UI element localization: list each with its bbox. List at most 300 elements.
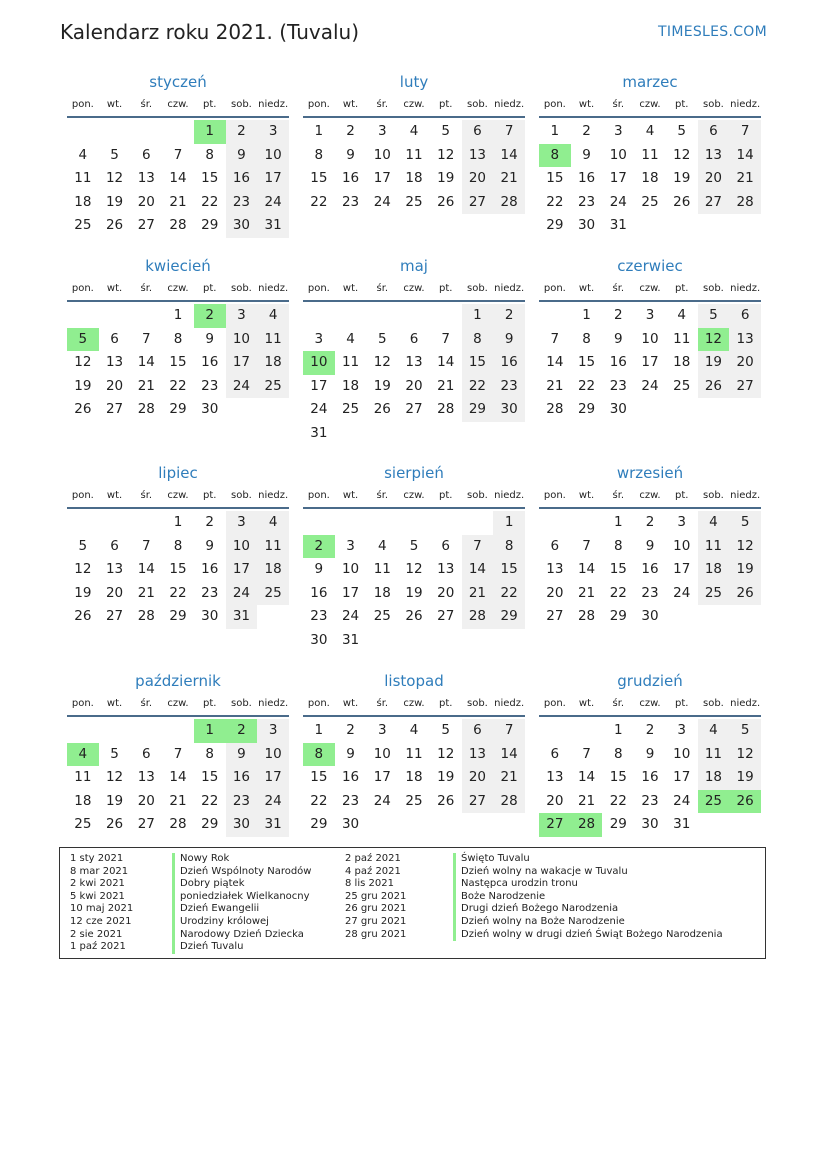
weekday-label: pt.	[438, 283, 453, 294]
weekday-label: pon.	[71, 99, 94, 110]
day-cell: 19	[698, 351, 730, 375]
empty-day-cell	[99, 120, 131, 144]
weekday-label: śr.	[140, 99, 153, 110]
holiday-day-cell: 8	[539, 144, 571, 168]
day-cell: 25	[405, 792, 423, 809]
weekday-header	[67, 96, 289, 118]
day-cell: 1	[613, 514, 623, 530]
holiday-day-cell: 2	[226, 719, 258, 743]
day-cell: 6	[409, 330, 419, 347]
empty-day-cell	[99, 719, 131, 743]
day-cell: 18	[74, 193, 92, 210]
day-cell: 15	[310, 769, 328, 785]
day-cell: 15	[493, 558, 525, 582]
day-cell: 22	[462, 375, 494, 399]
day-cell: 4	[346, 330, 355, 347]
day-cell: 19	[74, 377, 92, 394]
day-cell: 12	[105, 769, 124, 785]
day-cell: 2	[613, 307, 623, 323]
day-cell: 26	[373, 401, 391, 417]
weekday-label: czw.	[639, 698, 661, 709]
day-cell: 13	[437, 561, 455, 577]
legend-date: 4 paź 2021	[345, 865, 401, 877]
weekday-label: wt.	[342, 698, 359, 709]
weekday-header	[67, 695, 289, 717]
day-cell: 12	[74, 354, 92, 370]
day-cell: 21	[137, 584, 155, 601]
day-cell: 2	[346, 722, 355, 738]
day-cell: 25	[74, 217, 92, 233]
day-cell: 18	[673, 354, 691, 370]
empty-day-cell	[162, 719, 194, 743]
day-cell: 20	[546, 792, 564, 809]
day-cell: 24	[257, 790, 289, 814]
day-cell: 23	[310, 608, 328, 624]
weekday-label: czw.	[403, 99, 425, 110]
month-name: kwiecień	[145, 257, 211, 275]
empty-day-cell	[99, 511, 131, 535]
day-cell: 30	[577, 217, 596, 233]
holiday-day-cell: 12	[698, 328, 730, 352]
weekday-label: pon.	[543, 283, 566, 294]
day-cell: 21	[493, 167, 525, 191]
day-cell: 1	[550, 123, 560, 139]
empty-day-cell	[462, 511, 494, 535]
empty-day-cell	[130, 511, 162, 535]
month-name: marzec	[622, 73, 678, 91]
legend-names-right	[453, 853, 723, 941]
empty-day-cell	[398, 304, 430, 328]
weekday-header	[539, 695, 761, 717]
day-cell: 30	[493, 398, 525, 422]
day-cell: 3	[377, 123, 387, 139]
day-cell: 3	[257, 719, 289, 743]
day-cell: 3	[314, 330, 324, 347]
day-cell: 17	[673, 561, 691, 577]
day-cell: 29	[169, 608, 187, 624]
day-cell: 4	[698, 719, 730, 743]
day-cell: 7	[582, 537, 591, 554]
month-block	[67, 671, 289, 837]
day-cell: 26	[405, 608, 423, 624]
holiday-day-cell: 5	[67, 328, 99, 352]
weekday-label: wt.	[342, 490, 359, 501]
weekday-label: niedz.	[258, 99, 289, 110]
legend-holiday-name: Narodowy Dzień Dziecka	[172, 929, 311, 942]
day-cell: 10	[609, 146, 627, 163]
weekday-label: sob.	[466, 99, 488, 110]
day-cell: 28	[169, 816, 187, 832]
day-cell: 13	[105, 354, 124, 370]
day-cell: 18	[341, 377, 360, 394]
day-cell: 21	[577, 584, 596, 601]
day-cell: 11	[341, 354, 360, 370]
day-cell: 20	[437, 584, 455, 601]
day-cell: 4	[409, 722, 419, 738]
day-cell: 7	[173, 745, 183, 762]
day-cell: 14	[493, 743, 525, 767]
day-cell: 16	[226, 766, 258, 790]
legend-date: 25 gru 2021	[345, 890, 407, 902]
legend-holiday-name: Dzień wolny na Boże Narodzenie	[453, 916, 723, 929]
day-cell: 9	[346, 745, 355, 762]
empty-day-cell	[303, 511, 335, 535]
empty-day-cell	[335, 511, 367, 535]
day-cell: 23	[577, 193, 596, 210]
day-cell: 7	[173, 146, 183, 163]
weekday-label: niedz.	[730, 99, 761, 110]
holiday-day-cell: 8	[303, 743, 335, 767]
day-cell: 1	[613, 722, 623, 738]
legend-holiday-name: poniedziałek Wielkanocny	[172, 891, 311, 904]
day-cell: 11	[257, 535, 289, 559]
day-cell: 29	[609, 816, 627, 832]
weekday-label: wt.	[106, 283, 123, 294]
holiday-day-cell: 4	[67, 743, 99, 767]
day-cell: 6	[141, 146, 151, 163]
weekday-label: sob.	[466, 698, 488, 709]
legend-date: 8 lis 2021	[345, 878, 394, 890]
day-cell: 12	[373, 354, 391, 370]
empty-day-cell	[571, 719, 603, 743]
weekday-label: sob.	[702, 283, 724, 294]
day-cell: 23	[226, 191, 258, 215]
day-cell: 2	[645, 514, 655, 530]
day-cell: 2	[493, 304, 525, 328]
day-cell: 7	[493, 120, 525, 144]
day-cell: 23	[641, 584, 659, 601]
day-cell: 13	[546, 561, 564, 577]
weekday-label: pt.	[674, 99, 689, 110]
weekday-label: sob.	[230, 283, 252, 294]
weekday-label: wt.	[106, 99, 123, 110]
day-cell: 30	[341, 816, 360, 832]
day-cell: 7	[729, 120, 761, 144]
weekday-label: niedz.	[494, 283, 525, 294]
day-cell: 22	[493, 582, 525, 606]
day-cell: 11	[257, 328, 289, 352]
day-cell: 24	[257, 191, 289, 215]
day-cell: 15	[201, 170, 219, 186]
day-cell: 8	[613, 745, 623, 762]
weekday-label: czw.	[167, 698, 189, 709]
month-name: maj	[400, 257, 428, 275]
day-cell: 7	[493, 719, 525, 743]
day-cell: 31	[226, 605, 258, 629]
day-cell: 24	[641, 377, 659, 394]
empty-day-cell	[539, 719, 571, 743]
day-cell: 25	[341, 401, 360, 417]
weekday-label: sob.	[702, 490, 724, 501]
day-cell: 11	[373, 561, 391, 577]
day-cell: 15	[609, 769, 627, 785]
day-cell: 27	[405, 401, 423, 417]
day-cell: 3	[645, 307, 655, 323]
day-cell: 5	[78, 537, 88, 554]
day-cell: 24	[609, 193, 627, 210]
day-cell: 8	[582, 330, 591, 347]
day-cell: 21	[577, 792, 596, 809]
month-block	[67, 256, 289, 422]
days-grid	[67, 304, 289, 422]
day-cell: 5	[110, 146, 119, 163]
day-cell: 21	[493, 766, 525, 790]
day-cell: 2	[226, 120, 258, 144]
weekday-header	[303, 487, 525, 509]
day-cell: 20	[137, 193, 155, 210]
day-cell: 14	[437, 354, 455, 370]
weekday-label: niedz.	[494, 99, 525, 110]
weekday-label: sob.	[466, 283, 488, 294]
days-grid	[539, 719, 761, 837]
day-cell: 31	[310, 424, 328, 441]
days-grid	[303, 120, 525, 214]
holiday-day-cell: 27	[539, 813, 571, 837]
day-cell: 9	[226, 144, 258, 168]
day-cell: 12	[729, 535, 761, 559]
day-cell: 18	[405, 170, 423, 186]
day-cell: 13	[729, 328, 761, 352]
days-grid	[67, 120, 289, 238]
weekday-label: pt.	[438, 99, 453, 110]
day-cell: 17	[609, 170, 627, 186]
empty-day-cell	[366, 511, 398, 535]
weekday-label: śr.	[612, 283, 625, 294]
day-cell: 11	[74, 769, 92, 785]
day-cell: 30	[226, 813, 258, 837]
legend-holiday-name: Boże Narodzenie	[453, 891, 723, 904]
legend-holiday-name: Święto Tuvalu	[453, 853, 723, 866]
weekday-label: pon.	[71, 490, 94, 501]
day-cell: 3	[346, 537, 355, 554]
empty-day-cell	[130, 719, 162, 743]
day-cell: 4	[677, 307, 686, 323]
weekday-label: pon.	[307, 283, 330, 294]
day-cell: 5	[729, 511, 761, 535]
day-cell: 27	[105, 401, 124, 417]
day-cell: 19	[437, 170, 455, 186]
day-cell: 29	[310, 816, 328, 832]
day-cell: 19	[437, 769, 455, 785]
day-cell: 4	[409, 123, 419, 139]
legend-holiday-name: Dzień wolny w drugi dzień Świąt Bożego Narodzenia	[453, 929, 723, 942]
day-cell: 31	[257, 214, 289, 238]
day-cell: 22	[609, 584, 627, 601]
day-cell: 11	[405, 745, 423, 762]
day-cell: 28	[493, 191, 525, 215]
weekday-label: sob.	[230, 698, 252, 709]
day-cell: 1	[493, 511, 525, 535]
day-cell: 16	[341, 170, 360, 186]
day-cell: 11	[698, 743, 730, 767]
weekday-header	[303, 280, 525, 302]
day-cell: 27	[137, 816, 155, 832]
weekday-label: wt.	[578, 490, 595, 501]
day-cell: 7	[582, 745, 591, 762]
legend-holiday-name: Urodziny królowej	[172, 916, 311, 929]
day-cell: 17	[257, 766, 289, 790]
day-cell: 10	[226, 535, 258, 559]
holiday-legend	[59, 847, 766, 959]
holiday-day-cell: 26	[729, 790, 761, 814]
day-cell: 27	[437, 608, 455, 624]
weekday-header	[303, 96, 525, 118]
month-name: październik	[135, 672, 221, 690]
month-block	[303, 463, 525, 652]
empty-day-cell	[67, 719, 99, 743]
day-cell: 6	[550, 745, 560, 762]
day-cell: 18	[257, 558, 289, 582]
day-cell: 10	[673, 537, 691, 554]
day-cell: 20	[105, 584, 124, 601]
day-cell: 29	[462, 398, 494, 422]
legend-date: 10 maj 2021	[70, 903, 134, 915]
day-cell: 21	[169, 193, 187, 210]
days-grid	[303, 511, 525, 652]
legend-dates-right	[345, 853, 406, 941]
day-cell: 29	[169, 401, 187, 417]
weekday-label: niedz.	[494, 490, 525, 501]
legend-holiday-name: Dzień Tuvalu	[172, 941, 311, 954]
day-cell: 15	[609, 561, 627, 577]
day-cell: 10	[341, 561, 360, 577]
weekday-header	[67, 280, 289, 302]
day-cell: 24	[310, 401, 328, 417]
day-cell: 17	[373, 170, 391, 186]
weekday-label: czw.	[639, 283, 661, 294]
legend-holiday-name: Drugi dzień Bożego Narodzenia	[453, 903, 723, 916]
day-cell: 21	[462, 582, 494, 606]
day-cell: 22	[310, 193, 328, 210]
day-cell: 24	[341, 608, 360, 624]
day-cell: 29	[609, 608, 627, 624]
day-cell: 13	[698, 144, 730, 168]
day-cell: 10	[257, 743, 289, 767]
empty-day-cell	[539, 304, 571, 328]
empty-day-cell	[430, 304, 462, 328]
holiday-day-cell: 10	[303, 351, 335, 375]
day-cell: 15	[310, 170, 328, 186]
day-cell: 31	[673, 816, 691, 832]
brand-logo[interactable]: TIMESLES.COM	[658, 24, 767, 40]
weekday-label: śr.	[376, 490, 389, 501]
day-cell: 16	[201, 561, 219, 577]
empty-day-cell	[571, 511, 603, 535]
day-cell: 18	[698, 558, 730, 582]
weekday-label: czw.	[403, 698, 425, 709]
month-name: wrzesień	[616, 464, 684, 482]
day-cell: 24	[373, 792, 391, 809]
days-grid	[67, 719, 289, 837]
day-cell: 1	[173, 307, 183, 323]
day-cell: 25	[698, 582, 730, 606]
legend-date: 12 cze 2021	[70, 915, 132, 927]
day-cell: 6	[110, 537, 119, 554]
month-block	[303, 72, 525, 214]
day-cell: 10	[373, 745, 391, 762]
weekday-label: pon.	[307, 490, 330, 501]
day-cell: 30	[641, 816, 659, 832]
empty-day-cell	[366, 304, 398, 328]
day-cell: 16	[609, 354, 627, 370]
day-cell: 8	[205, 146, 214, 163]
weekday-label: pon.	[71, 698, 94, 709]
day-cell: 15	[169, 561, 187, 577]
day-cell: 30	[641, 608, 659, 624]
weekday-label: śr.	[376, 283, 389, 294]
day-cell: 24	[673, 792, 691, 809]
day-cell: 22	[201, 792, 219, 809]
day-cell: 9	[205, 537, 214, 554]
day-cell: 20	[105, 377, 124, 394]
holiday-day-cell: 25	[698, 790, 730, 814]
day-cell: 23	[493, 375, 525, 399]
day-cell: 22	[169, 584, 187, 601]
day-cell: 20	[405, 377, 423, 394]
weekday-label: pon.	[543, 490, 566, 501]
day-cell: 1	[462, 304, 494, 328]
empty-day-cell	[67, 120, 99, 144]
legend-holiday-name: Dzień wolny na wakacje w Tuvalu	[453, 866, 723, 879]
legend-date: 2 kwi 2021	[70, 878, 125, 890]
day-cell: 10	[226, 328, 258, 352]
legend-date: 1 sty 2021	[70, 853, 124, 864]
day-cell: 16	[310, 584, 328, 601]
day-cell: 27	[462, 191, 494, 215]
weekday-label: niedz.	[258, 283, 289, 294]
legend-names-left	[172, 853, 311, 954]
legend-holiday-name: Następca urodzin tronu	[453, 878, 723, 891]
day-cell: 19	[729, 558, 761, 582]
day-cell: 13	[137, 769, 155, 785]
day-cell: 5	[677, 123, 686, 139]
day-cell: 14	[729, 144, 761, 168]
day-cell: 6	[698, 120, 730, 144]
day-cell: 19	[729, 766, 761, 790]
day-cell: 14	[546, 354, 564, 370]
weekday-label: pt.	[202, 490, 217, 501]
day-cell: 5	[729, 719, 761, 743]
weekday-label: pon.	[543, 698, 566, 709]
month-name: sierpień	[384, 464, 444, 482]
day-cell: 26	[74, 608, 92, 624]
day-cell: 24	[226, 375, 258, 399]
day-cell: 18	[641, 170, 659, 186]
day-cell: 16	[641, 769, 659, 785]
day-cell: 1	[173, 514, 183, 530]
day-cell: 5	[441, 722, 450, 738]
day-cell: 15	[577, 354, 596, 370]
day-cell: 23	[341, 193, 360, 210]
day-cell: 9	[582, 146, 591, 163]
legend-date: 8 mar 2021	[70, 865, 129, 877]
day-cell: 4	[377, 537, 387, 554]
day-cell: 23	[609, 377, 627, 394]
day-cell: 11	[74, 170, 92, 186]
day-cell: 4	[645, 123, 655, 139]
weekday-label: pt.	[674, 283, 689, 294]
day-cell: 26	[74, 401, 92, 417]
day-cell: 13	[462, 743, 494, 767]
day-cell: 22	[310, 792, 328, 809]
day-cell: 29	[201, 217, 219, 233]
holiday-day-cell: 2	[303, 535, 335, 559]
days-grid	[303, 304, 525, 445]
day-cell: 17	[226, 558, 258, 582]
day-cell: 20	[698, 167, 730, 191]
day-cell: 23	[201, 377, 219, 394]
legend-date: 27 gru 2021	[345, 915, 407, 927]
